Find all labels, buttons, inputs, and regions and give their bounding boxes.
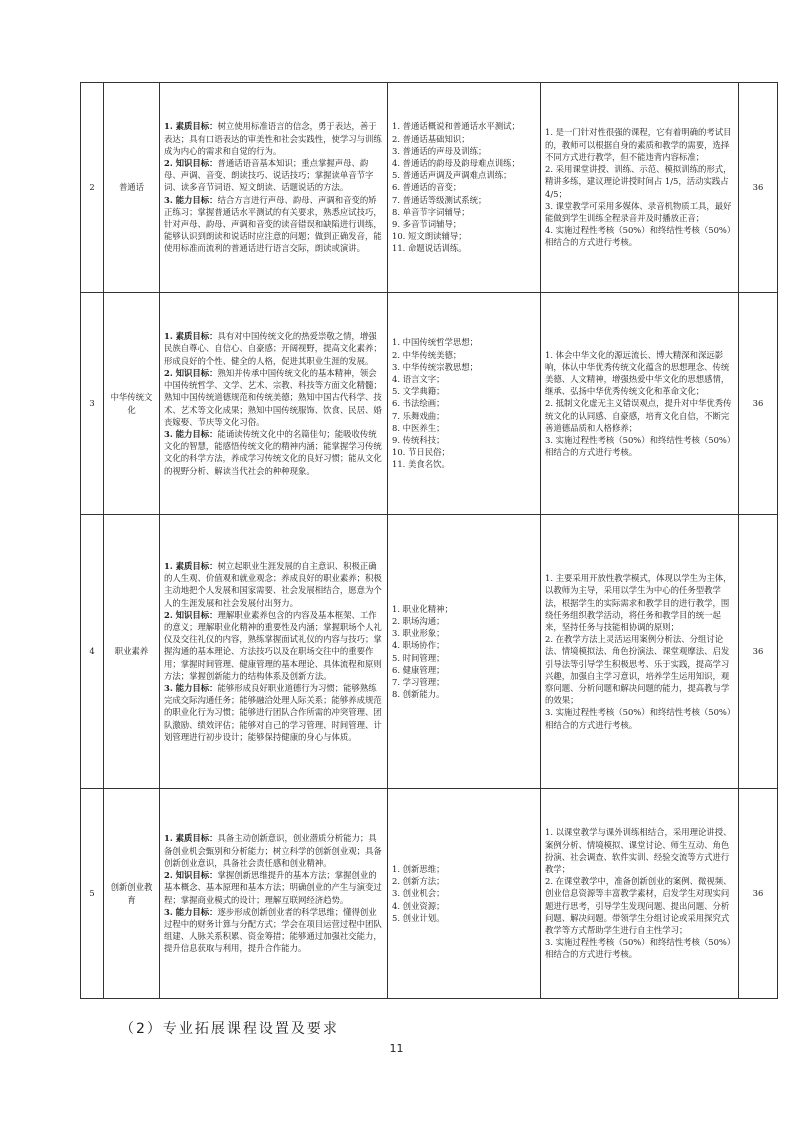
row-number: 5 xyxy=(81,789,104,999)
content-item: 9. 多音节词辅导； xyxy=(392,219,462,229)
content-item: 2. 职场沟通； xyxy=(392,615,445,626)
goal-text: 具有对中国传统文化的热爱崇敬之情，增强民族自尊心、自信心、自豪感；开阔视野，提高文化素养；形成良好的个性、健全的人格，促进其职业生涯的发展。 xyxy=(164,331,382,366)
course-content xyxy=(388,293,541,515)
content-item: 3. 职业形象； xyxy=(392,628,445,639)
content-item: 6. 普通话的音变； xyxy=(392,182,462,193)
content-item: 7. 乐舞戏曲； xyxy=(392,410,445,421)
course-hours: 36 xyxy=(739,293,778,515)
course-row xyxy=(81,83,778,293)
content-item: 2. 中华传统美德； xyxy=(392,349,462,360)
goal-paragraph xyxy=(164,609,383,682)
method-item: 4. 实施过程性考核（50%）和终结性考核（50%）相结合的方式进行考核。 xyxy=(545,225,732,248)
content-item: 4. 普通话的韵母及韵母难点训练； xyxy=(392,157,520,168)
content-item: 4. 语言文字； xyxy=(392,373,445,384)
course-name: 普通话 xyxy=(104,83,160,293)
content-item: 1. 普通话概说和普通话水平测试； xyxy=(392,121,520,132)
teaching-method xyxy=(541,83,739,293)
content-item: 5. 时间管理； xyxy=(392,652,445,663)
content-item: 5. 文学典籍； xyxy=(392,386,445,397)
section-title: （2）专业拓展课程设置及要求 xyxy=(120,1021,339,1037)
row-number: 3 xyxy=(81,293,104,515)
goal-paragraph xyxy=(164,157,383,194)
content-item: 3. 中华传统宗教思想； xyxy=(392,361,479,372)
content-item: 2. 普通话基础知识； xyxy=(392,133,470,144)
content-item: 8. 单音节字词辅导； xyxy=(392,206,470,217)
content-item: 1. 创新思维； xyxy=(392,863,445,874)
goal-paragraph xyxy=(164,120,383,157)
content-item: 1. 职业化精神； xyxy=(392,603,453,614)
course-name: 职业素养 xyxy=(104,515,160,789)
content-item: 9. 传统科技； xyxy=(392,435,445,445)
method-item: 2. 在教学方法上灵活运用案例分析法、分组讨论法、情境模拟法、角色扮演法、课堂观摩法、启发引导法等引导学生积极思考、乐于实践，提高学习兴趣，加强自主学习意识，培养学生运用知识，观察问题、分析问题和解决问题的能力，提高教与学的效果； xyxy=(545,634,730,706)
course-name: 创新创业教育 xyxy=(104,789,160,999)
method-item: 2. 采用课堂讲授、训练、示范、模拟训练的形式，精讲多练，建议理论讲授时间占 1/5，活动实践占 4/5； xyxy=(545,164,732,199)
content-item: 2. 创新方法； xyxy=(392,876,445,887)
content-item: 6. 健康管理； xyxy=(392,664,445,675)
goal-paragraph xyxy=(164,367,383,428)
content-item: 3. 普通话的声母及训练； xyxy=(392,145,487,156)
course-content xyxy=(388,789,541,999)
method-item: 1. 是一门针对性很强的课程，它有着明确的考试目的，教师可以根据自身的素质和教学的需要，选择不同方式进行教学，但不能违背内容标准； xyxy=(545,127,732,162)
course-goals xyxy=(160,515,388,789)
content-item: 8. 中医养生； xyxy=(392,422,445,433)
row-number: 2 xyxy=(81,83,104,293)
teaching-method xyxy=(541,293,739,515)
method-item: 3. 实施过程性考核（50%）和终结性考核（50%）相结合的方式进行考核。 xyxy=(545,937,732,960)
goal-label: 2. 知识目标： xyxy=(164,870,218,881)
content-item: 7. 学习管理； xyxy=(392,676,445,687)
content-item: 10. 节日民俗； xyxy=(392,447,450,458)
content-item: 1. 中国传统哲学思想； xyxy=(392,337,479,348)
content-item: 10. 短文朗读辅导； xyxy=(392,231,467,242)
method-item: 3. 课堂教学可采用多媒体、录音机物质工具，最好能做到学生训练全程录音并及时播放正音； xyxy=(545,200,732,223)
content-item: 3. 创业机会； xyxy=(392,888,445,899)
method-item: 1. 主要采用开放性教学模式，体现以学生为主体，以教师为主导，采用以学生为中心的任务型教学法，根据学生的实际需求和教学目的进行教学，围绕任务组织教学活动，将任务和教学目的统一起来，坚持任务与技能相协调的原则； xyxy=(545,573,732,632)
goal-paragraph xyxy=(164,682,383,743)
goal-text: 树立起职业生涯发展的自主意识、积极正确的人生观、价值观和就业观念；养成良好的职业素养；积极主动地把个人发展和国家需要、社会发展相结合，愿意为个人的生涯发展和社会发展付出努力。 xyxy=(164,560,382,608)
course-row xyxy=(81,515,778,789)
goal-text: 熟知并传承中国传统文化的基本精神，领会中国传统哲学、文学、艺术、宗教、科技等方面文化精髓；熟知中国传统道德规范和传统美德；熟知中国古代科学、技术、艺术等文化成果；熟知中国传统服饰、饮食、民居、婚丧嫁娶、节庆等文化习俗。 xyxy=(164,367,382,427)
goal-text: 普通话语音基本知识；重点掌握声母、韵母、声调、音变、朗读技巧、说话技巧；掌握读单音节字词、读多音节词语、短文朗读、话题说话的方法。 xyxy=(164,157,374,193)
goal-paragraph xyxy=(164,330,383,367)
goal-paragraph xyxy=(164,869,383,906)
goal-text: 能诵读传统文化中的名篇佳句；能吸收传统文化的智慧，能感悟传统文化的精神内涵；能掌握学习传统文化的科学方法，养成学习传统文化的良好习惯；能从文化的视野分析、解读当代社会的种种现象。 xyxy=(164,428,382,476)
content-item: 8. 创新能力。 xyxy=(392,689,445,700)
method-item: 2. 抵制文化虚无主义错误观点，提升对中华优秀传统文化的认同感、自豪感，培育文化自信，不断完善道德品质和人格修养； xyxy=(545,398,732,433)
content-item: 6. 书法绘画； xyxy=(392,398,445,409)
teaching-method xyxy=(541,789,739,999)
goal-text: 结合方言进行声母、韵母、声调和音变的矫正练习；掌握普通话水平测试的有关要求，熟悉应试技巧，针对声母、韵母、声调和音变的读音错误和缺陷进行训练，能够认识到朗读和说话时应注意的问题；做到正确发音，能使用标准而流利的普通话进行语言交际，朗读或演讲。 xyxy=(164,194,382,254)
goal-label: 3. 能力目标： xyxy=(164,428,218,439)
course-table-body xyxy=(81,83,778,999)
goal-label: 1. 素质目标： xyxy=(164,833,218,844)
method-item: 2. 在课堂教学中，准备创新创业的案例、微视频、创业信息资源等丰富教学素材，启发学生对现实问题进行思考，引导学生发现问题、提出问题、分析问题、解决问题。带领学生分组讨论或采用探究式教学等方式帮助学生进行自主性学习； xyxy=(545,876,732,935)
goal-text: 掌握创新思维提升的基本方法；掌握创业的基本概念、基本原理和基本方法；明确创业的产生与演变过程；掌握商业模式的设计；理解互联网经济趋势。 xyxy=(164,870,382,905)
row-number: 4 xyxy=(81,515,104,789)
course-name: 中华传统文化 xyxy=(104,293,160,515)
course-content xyxy=(388,515,541,789)
goal-label: 1. 素质目标： xyxy=(164,331,218,342)
goal-text: 树立使用标准语言的信念，勇于表达，善于表达；具有口语表达的审美性和社会实践性，使学习与训练成为内心的需求和自觉的行为。 xyxy=(164,121,382,156)
method-item: 1. 体会中华文化的源远流长、博大精深和深远影响，体认中华优秀传统文化蕴含的思想理念、传统美德、人文精神，增强热爱中华文化的思想感情，继承、弘扬中华优秀传统文化和革命文化； xyxy=(545,349,730,397)
page-number: 11 xyxy=(389,1042,404,1055)
goal-label: 3. 能力目标： xyxy=(164,683,218,693)
course-hours: 36 xyxy=(739,789,778,999)
content-item: 5. 普通话声调及声调难点训练； xyxy=(392,170,512,181)
course-content xyxy=(388,83,541,293)
goal-text: 具备主动创新意识，创业潜质分析能力；具备创业机会甄别和分析能力；树立科学的创新创业观；具备创新创业意识，具备社会责任感和创业精神。 xyxy=(164,833,382,868)
content-item: 4. 创业资源； xyxy=(392,900,445,911)
content-item: 5. 创业计划。 xyxy=(392,912,445,923)
goal-label: 1. 素质目标： xyxy=(164,121,218,132)
goal-label: 2. 知识目标： xyxy=(164,609,218,620)
goal-text: 逐步形成创新创业者的科学思维；懂得创业过程中的财务计算与分配方式；学会在项目运营过程中团队组建、人脉关系积累、资金筹措；能够通过加强社交能力，提升信息获取与利用，提升合作能力。 xyxy=(164,906,382,954)
course-goals xyxy=(160,293,388,515)
method-item: 1. 以课堂教学与课外训练相结合，采用理论讲授、案例分析、情境模拟、课堂讨论、师生互动、角色扮演、社会调查、软件实训、经验交流等方式进行教学； xyxy=(545,827,732,874)
goal-label: 2. 知识目标： xyxy=(164,157,218,168)
goal-text: 能够形成良好职业道德行为习惯；能够熟练完成交际沟通任务；能够融洽处理人际关系；能够养成规范的职业化行为习惯；能够进行团队合作所需的冲突管理、团队激励、绩效评估；能够对自己的学习管理、时间管理、计划管理进行初步设计；能够保持健康的身心与体质。 xyxy=(164,683,382,742)
course-table xyxy=(80,82,778,999)
goal-label: 2. 知识目标： xyxy=(164,367,218,378)
content-item: 11. 命题说话训练。 xyxy=(392,243,467,254)
goal-paragraph xyxy=(164,560,383,609)
course-goals xyxy=(160,789,388,999)
course-hours: 36 xyxy=(739,515,778,789)
goal-label: 3. 能力目标： xyxy=(164,906,218,917)
course-row xyxy=(81,789,778,999)
goal-label: 3. 能力目标： xyxy=(164,194,218,205)
content-item: 4. 职场协作； xyxy=(392,640,445,651)
course-goals xyxy=(160,83,388,293)
teaching-method xyxy=(541,515,739,789)
goal-paragraph xyxy=(164,194,383,255)
goal-label: 1. 素质目标： xyxy=(164,560,218,571)
content-item: 11. 美食名饮。 xyxy=(392,459,450,470)
course-row xyxy=(81,293,778,515)
goal-text: 理解职业素养包含的内容及基本框架、工作的意义；理解职业化精神的重要性及内涵；掌握职场个人礼仪及交往礼仪的内容，熟练掌握面试礼仪的内容与技巧；掌握沟通的基本理论、方法技巧以及在职场交往中的重要作用；掌握时间管理、健康管理的基本理论、具体流程和原则方法；掌握创新能力的结构体系及创新方法。 xyxy=(164,609,382,681)
goal-paragraph xyxy=(164,832,383,869)
goal-paragraph xyxy=(164,906,383,955)
course-hours: 36 xyxy=(739,83,778,293)
content-item: 7. 普通话等级测试系统； xyxy=(392,194,487,205)
method-item: 3. 实施过程性考核（50%）和终结性考核（50%）相结合的方式进行考核。 xyxy=(545,435,732,458)
method-item: 3. 实施过程性考核（50%）和终结性考核（50%）相结合的方式进行考核。 xyxy=(545,707,732,730)
goal-paragraph xyxy=(164,428,383,477)
